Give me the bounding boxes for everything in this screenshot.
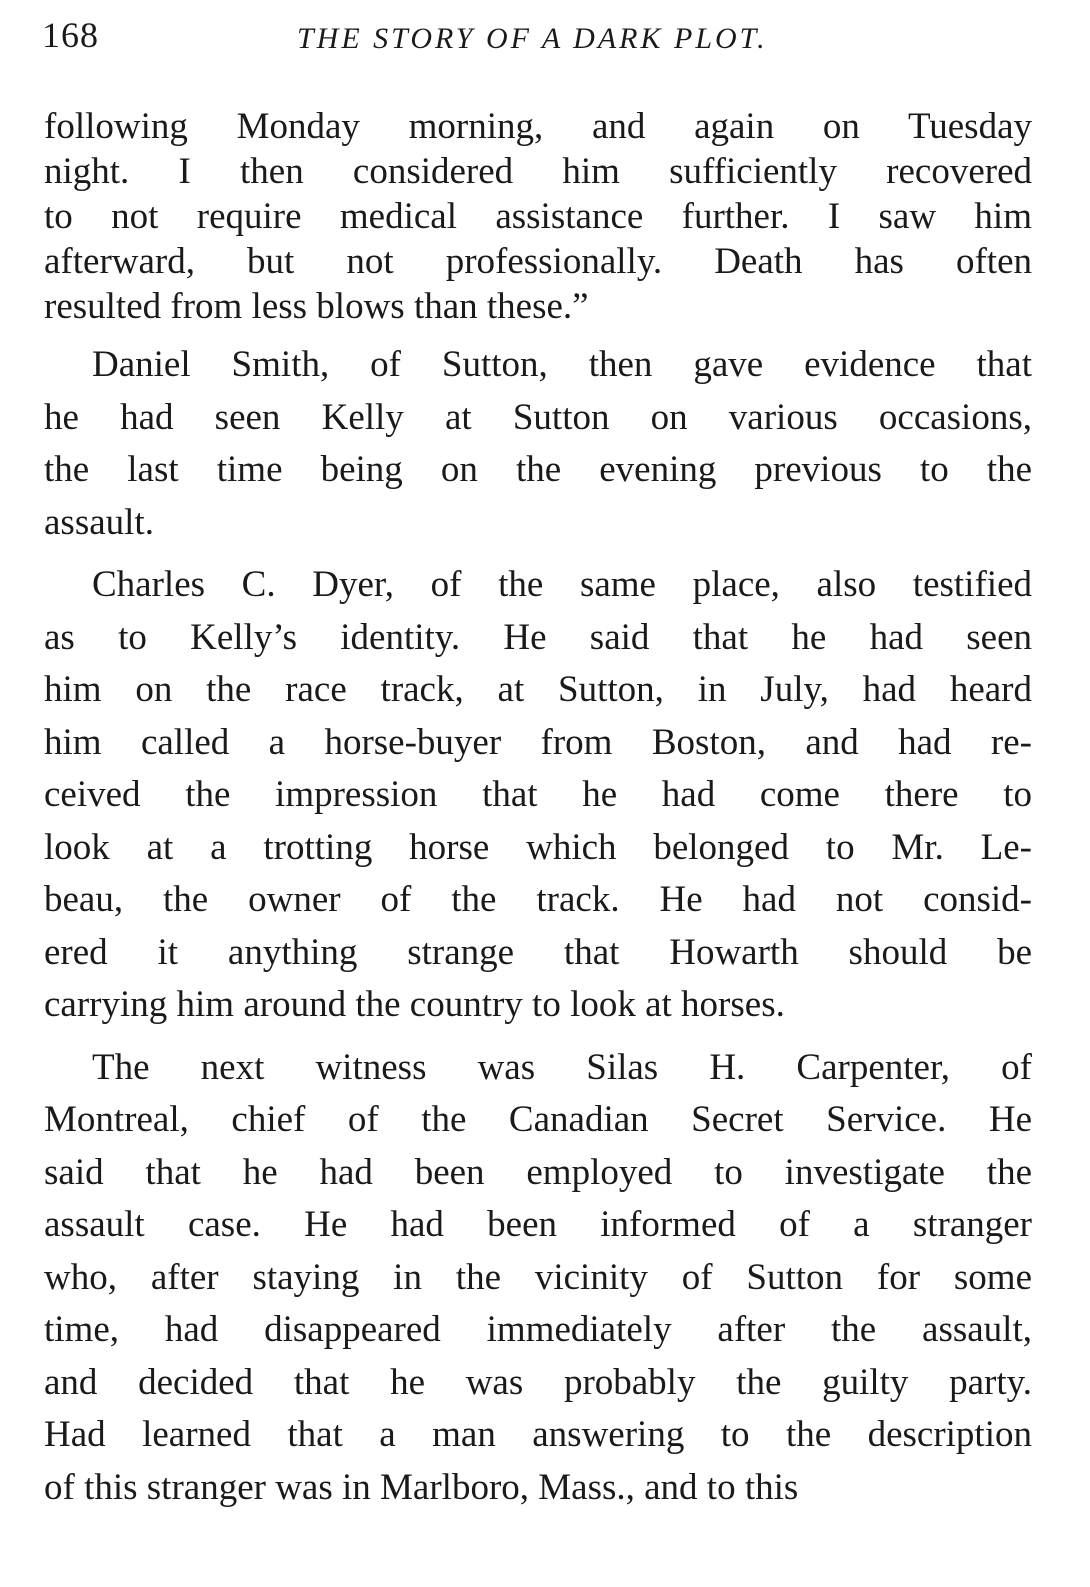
text-line: Daniel Smith, of Sutton, then gave evidence that bbox=[92, 344, 1032, 385]
text-line: beau, the owner of the track. He had not consid- bbox=[44, 879, 1032, 920]
page-header bbox=[42, 14, 1032, 64]
text-line: assault case. He had been informed of a stranger bbox=[44, 1204, 1032, 1245]
text-line: as to Kelly’s identity. He said that he had seen bbox=[44, 616, 1032, 658]
text-line: The next witness was Silas H. Carpenter, of bbox=[92, 1046, 1032, 1088]
text-line: him on the race track, at Sutton, in July, had heard bbox=[44, 669, 1032, 710]
text-line: time, had disappeared immediately after the assault, bbox=[44, 1309, 1032, 1350]
paragraph bbox=[44, 104, 1032, 329]
text-line: of this stranger was in Marlboro, Mass., and to this bbox=[44, 1466, 799, 1508]
text-line: assault. bbox=[44, 501, 154, 543]
text-line: to not require medical assistance further. I saw him bbox=[44, 196, 1032, 237]
text-line: look at a trotting horse which belonged to Mr. Le- bbox=[44, 826, 1032, 868]
text-line: and decided that he was probably the guilty party. bbox=[44, 1361, 1032, 1403]
text-line: he had seen Kelly at Sutton on various occasions, bbox=[44, 396, 1032, 438]
text-line: who, after staying in the vicinity of Sutton for some bbox=[44, 1256, 1032, 1298]
text-line: Had learned that a man answering to the description bbox=[44, 1414, 1032, 1455]
text-line: resulted from less blows than these.” bbox=[44, 286, 589, 327]
text-line: ceived the impression that he had come there to bbox=[44, 774, 1032, 815]
text-line: Montreal, chief of the Canadian Secret Service. He bbox=[44, 1099, 1032, 1140]
paragraph bbox=[44, 339, 1032, 549]
text-line: following Monday morning, and again on Tuesday bbox=[44, 106, 1032, 147]
page-number: 168 bbox=[42, 15, 99, 55]
paragraph bbox=[44, 559, 1032, 1032]
text-line: night. I then considered him sufficiently recovered bbox=[44, 151, 1032, 192]
text-line: carrying him around the country to look at horses. bbox=[44, 984, 785, 1025]
text-line: ered it anything strange that Howarth should be bbox=[44, 931, 1032, 973]
body-text bbox=[44, 104, 1032, 1514]
text-line: said that he had been employed to investigate the bbox=[44, 1151, 1032, 1193]
paragraph bbox=[44, 1042, 1032, 1515]
text-line: afterward, but not professionally. Death has often bbox=[44, 241, 1032, 282]
text-line: the last time being on the evening previous to the bbox=[44, 449, 1032, 490]
text-line: him called a horse-buyer from Boston, and had re- bbox=[44, 721, 1032, 763]
running-title: THE STORY OF A DARK PLOT. bbox=[297, 22, 768, 55]
text-line: Charles C. Dyer, of the same place, also testified bbox=[92, 564, 1032, 605]
